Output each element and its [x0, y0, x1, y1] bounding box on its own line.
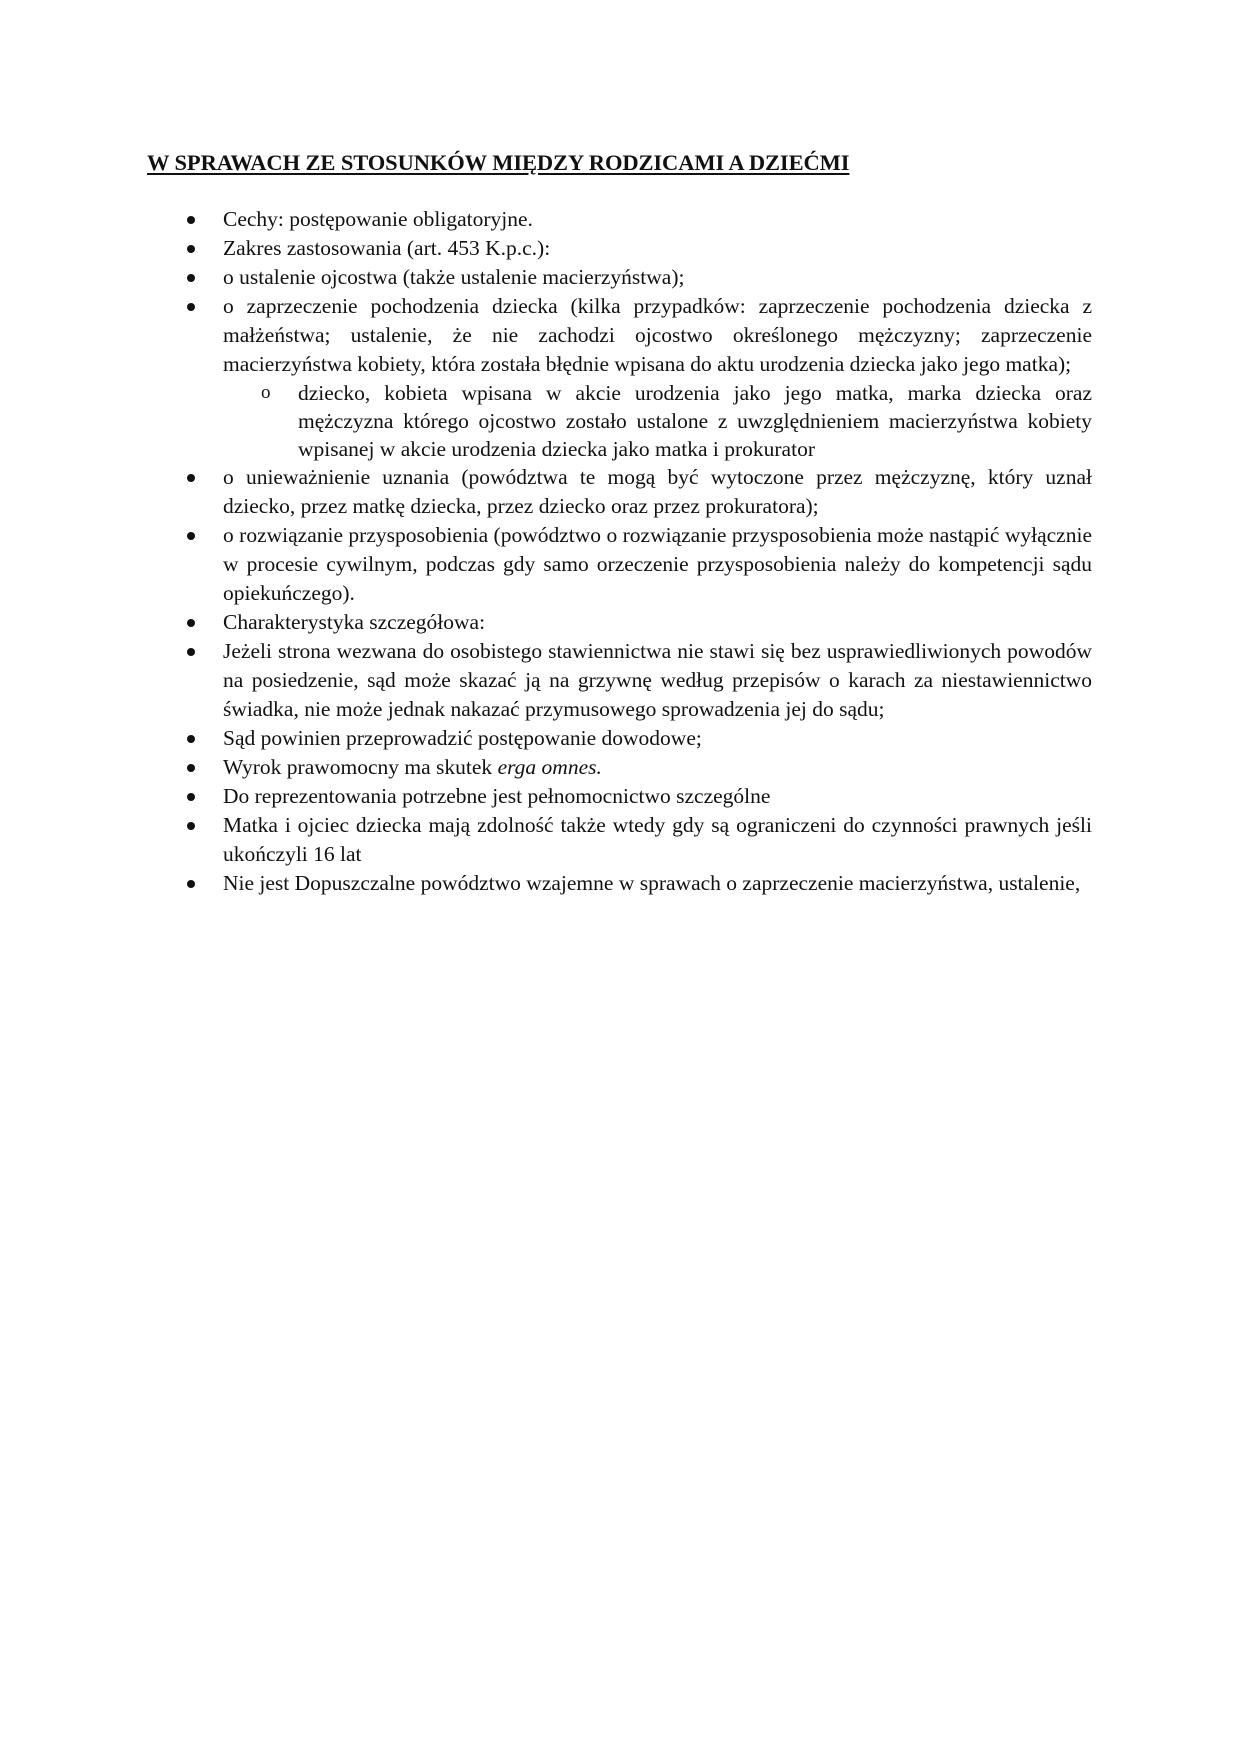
sub-list-item-text: dziecko, kobieta wpisana w akcie urodzenia jako jego matka, marka dziecka oraz mężczyzna którego ojcostwo zostało ustalone z uwzględnieniem macierzyństwa kobiety wpisanej w akcie urodzenia dziecka jako matka i prokurator: [298, 381, 1092, 461]
list-item-text: Wyrok prawomocny ma skutek: [223, 755, 498, 779]
list-item-text: Charakterystyka szczegółowa:: [223, 610, 486, 634]
list-item-text: Cechy: postępowanie obligatoryjne.: [223, 207, 533, 231]
bullet-icon: [187, 245, 195, 253]
list-item: [0, 608, 1240, 637]
list-item-text: o zaprzeczenie pochodzenia dziecka (kilka przypadków: zaprzeczenie pochodzenia dziecka z małżeństwa; ustalenie, że nie zachodzi ojcostwo określonego mężczyzny; zaprzeczenie macierzyństwa kobiety, która została błędnie wpisana do aktu urodzenia dziecka jako jego matka);: [223, 294, 1092, 376]
bullet-icon: [187, 648, 195, 656]
document-title: W SPRAWACH ZE STOSUNKÓW MIĘDZY RODZICAMI A DZIEĆMI: [147, 150, 850, 175]
bullet-icon: [187, 619, 195, 627]
list-item-text: Do reprezentowania potrzebne jest pełnomocnictwo szczególne: [223, 784, 771, 808]
list-item: [0, 753, 1240, 782]
list-item: [0, 463, 1240, 521]
list-item: [0, 637, 1240, 724]
list-item-text: Jeżeli strona wezwana do osobistego stawiennictwa nie stawi się bez usprawiedliwionych powodów na posiedzenie, sąd może skazać ją na grzywnę według przepisów o karach za niestawiennictwo świadka, nie może jednak nakazać przymusowego sprowadzenia jej do sądu;: [223, 639, 1092, 721]
list-item-text: o rozwiązanie przysposobienia (powództwo o rozwiązanie przysposobienia może nastąpić wyłącznie w procesie cywilnym, podczas gdy samo orzeczenie przysposobienia należy do kompetencji sądu opiekuńczego).: [223, 523, 1092, 605]
list-item-text: Sąd powinien przeprowadzić postępowanie dowodowe;: [223, 726, 702, 750]
list-item: [0, 234, 1240, 263]
bullet-icon: [187, 793, 195, 801]
circle-bullet-icon: o: [261, 382, 271, 403]
bullet-icon: [187, 822, 195, 830]
bullet-icon: [187, 764, 195, 772]
bullet-list: [0, 205, 1240, 898]
list-item: [0, 811, 1240, 869]
list-item-text: Matka i ojciec dziecka mają zdolność także wtedy gdy są ograniczeni do czynności prawnych jeśli ukończyli 16 lat: [223, 813, 1092, 866]
bullet-icon: [187, 532, 195, 540]
bullet-icon: [187, 216, 195, 224]
list-item: [0, 724, 1240, 753]
list-item-text: Nie jest Dopuszczalne powództwo wzajemne w sprawach o zaprzeczenie macierzyństwa, ustalenie,: [223, 871, 1081, 895]
sub-list-item: [0, 379, 1240, 463]
list-item: [0, 292, 1240, 379]
list-item-italic-text: erga omnes.: [497, 755, 602, 779]
bullet-icon: [187, 880, 195, 888]
list-item: [0, 782, 1240, 811]
bullet-icon: [187, 474, 195, 482]
list-item: [0, 263, 1240, 292]
bullet-icon: [187, 303, 195, 311]
list-item: [0, 869, 1240, 898]
list-item-text: Zakres zastosowania (art. 453 K.p.c.):: [223, 236, 551, 260]
list-item-text: o ustalenie ojcostwa (także ustalenie macierzyństwa);: [223, 265, 685, 289]
list-item-text: o unieważnienie uznania (powództwa te mogą być wytoczone przez mężczyznę, który uznał dziecko, przez matkę dziecka, przez dziecko oraz przez prokuratora);: [223, 465, 1092, 518]
bullet-icon: [187, 274, 195, 282]
list-item: [0, 205, 1240, 234]
list-item: [0, 521, 1240, 608]
bullet-icon: [187, 735, 195, 743]
